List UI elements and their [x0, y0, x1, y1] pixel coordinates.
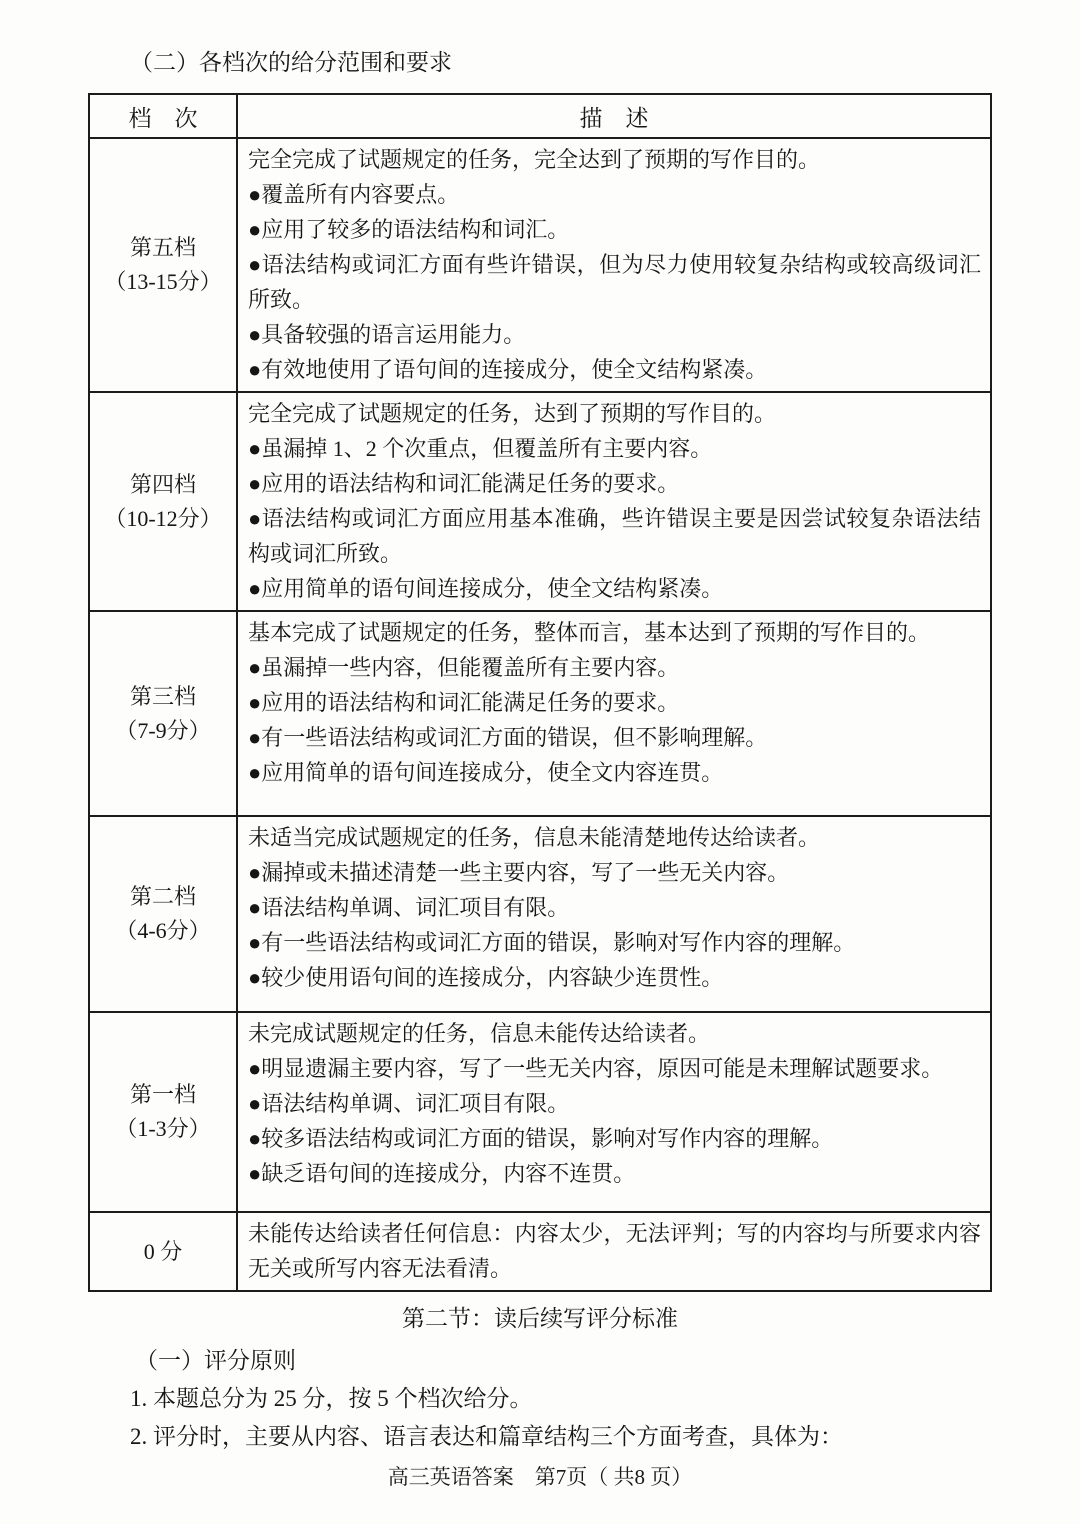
- description-line: ●语法结构单调、词汇项目有限。: [248, 895, 570, 920]
- description-line: 完全完成了试题规定的任务，完全达到了预期的写作目的。: [248, 147, 821, 172]
- description-line: ●覆盖所有内容要点。: [248, 182, 460, 207]
- description-line: ●有一些语法结构或词汇方面的错误，影响对写作内容的理解。: [248, 930, 856, 955]
- description-line: ●语法结构或词汇方面应用基本准确，些许错误主要是因尝试较复杂语法结构或词汇所致。: [248, 506, 981, 566]
- section-title: （二）各档次的给分范围和要求: [130, 50, 452, 75]
- section2-subheading: （一）评分原则: [135, 1348, 296, 1373]
- level-name: 第五档: [129, 235, 196, 260]
- description-cell: [237, 816, 991, 1012]
- level-range: （13-15分）: [104, 269, 222, 294]
- description-line: ●较多语法结构或词汇方面的错误，影响对写作内容的理解。: [248, 1126, 834, 1151]
- table-row-level-4: [89, 392, 991, 611]
- description-line: ●漏掉或未描述清楚一些主要内容，写了一些无关内容。: [248, 860, 790, 885]
- description-line: ●语法结构或词汇方面有些许错误，但为尽力使用较复杂结构或较高级词汇所致。: [248, 252, 981, 312]
- description-line: ●语法结构单调、词汇项目有限。: [248, 1091, 570, 1116]
- level-range: （4-6分）: [115, 918, 211, 943]
- description-line: ●应用的语法结构和词汇能满足任务的要求。: [248, 690, 680, 715]
- description-cell: [237, 611, 991, 816]
- header-level: 档 次: [89, 94, 237, 138]
- grading-rubric-table: [88, 93, 992, 1292]
- level-cell: [89, 392, 237, 611]
- description-line: ●具备较强的语言运用能力。: [248, 322, 526, 347]
- description-line: 基本完成了试题规定的任务，整体而言，基本达到了预期的写作目的。: [248, 620, 931, 645]
- page-footer: 高三英语答案 第7页（ 共8 页）: [387, 1465, 693, 1489]
- table-row-level-0: [89, 1212, 991, 1291]
- principle-item-2: 2. 评分时，主要从内容、语言表达和篇章结构三个方面考查，具体为：: [130, 1424, 843, 1449]
- level-name: 第三档: [129, 683, 196, 709]
- description-line: 未适当完成试题规定的任务，信息未能清楚地传达给读者。: [248, 825, 821, 850]
- description-line: ●有一些语法结构或词汇方面的错误，但不影响理解。: [248, 725, 768, 750]
- description-line: 未能传达给读者任何信息：内容太少，无法评判；写的内容均与所要求内容无关或所写内容无法看清。: [248, 1221, 981, 1281]
- description-line: ●较少使用语句间的连接成分，内容缺少连贯性。: [248, 965, 724, 990]
- description-cell: [237, 1212, 991, 1291]
- description-cell: [237, 392, 991, 611]
- description-line: ●缺乏语句间的连接成分，内容不连贯。: [248, 1161, 636, 1186]
- level-cell: [89, 611, 237, 816]
- header-description: 描 述: [237, 94, 991, 138]
- description-line: ●应用的语法结构和词汇能满足任务的要求。: [248, 471, 680, 496]
- table-row-level-1: [89, 1012, 991, 1212]
- level-cell: [89, 1212, 237, 1291]
- level-range: （7-9分）: [115, 717, 211, 743]
- description-line: ●虽漏掉 1、2 个次重点，但覆盖所有主要内容。: [248, 436, 713, 461]
- level-name: 0 分: [143, 1238, 183, 1264]
- table-row-level-5: [89, 138, 991, 392]
- level-name: 第一档: [129, 1082, 196, 1107]
- description-cell: [237, 138, 991, 392]
- table-row-level-2: [89, 816, 991, 1012]
- level-cell: [89, 1012, 237, 1212]
- level-cell: [89, 816, 237, 1012]
- description-line: ●有效地使用了语句间的连接成分，使全文结构紧凑。: [248, 357, 768, 382]
- description-line: 完全完成了试题规定的任务，达到了预期的写作目的。: [248, 401, 777, 426]
- level-name: 第二档: [129, 884, 196, 909]
- description-line: ●虽漏掉一些内容，但能覆盖所有主要内容。: [248, 655, 680, 680]
- table-row-level-3: [89, 611, 991, 816]
- level-cell: [89, 138, 237, 392]
- description-line: ●应用简单的语句间连接成分，使全文结构紧凑。: [248, 576, 724, 601]
- section2-heading: 第二节：读后续写评分标准: [402, 1306, 678, 1331]
- description-line: 未完成试题规定的任务，信息未能传达给读者。: [248, 1021, 711, 1046]
- description-line: ●明显遗漏主要内容，写了一些无关内容，原因可能是未理解试题要求。: [248, 1056, 944, 1081]
- level-range: （1-3分）: [115, 1116, 211, 1141]
- description-line: ●应用了较多的语法结构和词汇。: [248, 217, 570, 242]
- description-cell: [237, 1012, 991, 1212]
- description-line: ●应用简单的语句间连接成分，使全文内容连贯。: [248, 760, 724, 785]
- principle-item-1: 1. 本题总分为 25 分，按 5 个档次给分。: [130, 1386, 533, 1411]
- table-header-row: [89, 94, 991, 138]
- level-range: （10-12分）: [104, 505, 222, 531]
- level-name: 第四档: [129, 471, 196, 497]
